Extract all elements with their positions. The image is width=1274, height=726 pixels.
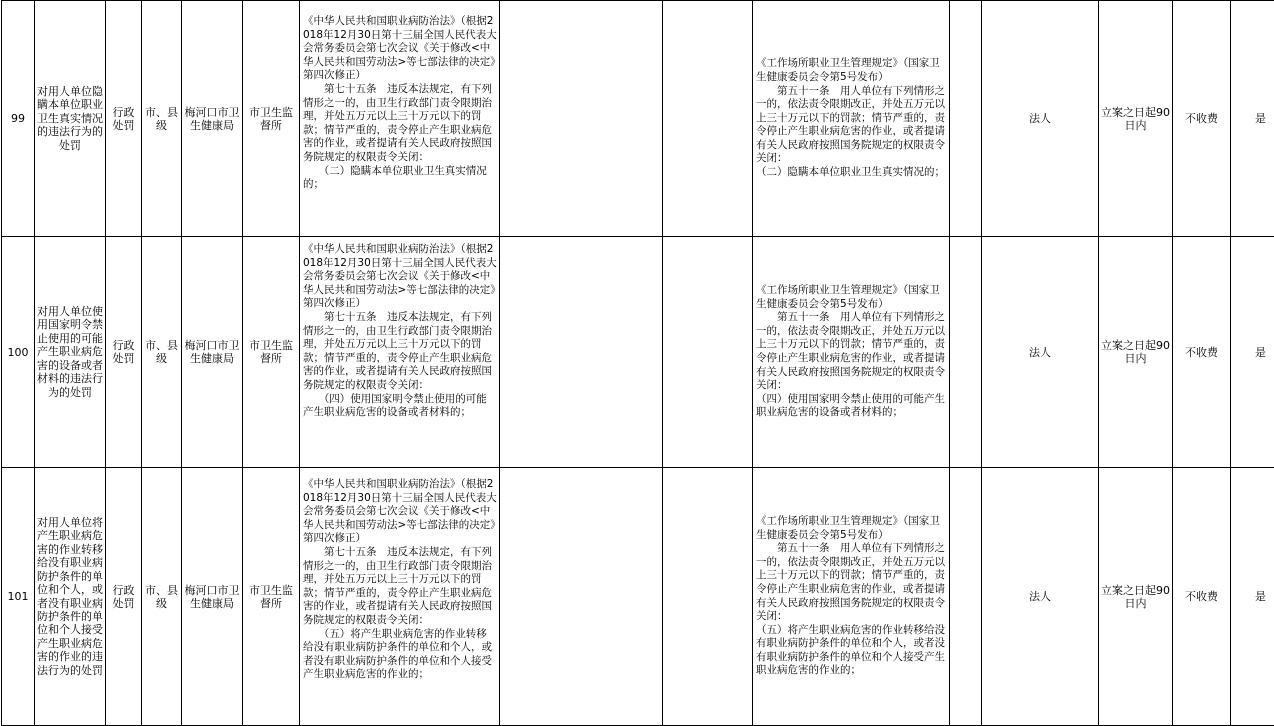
cell-unit[interactable]: 市卫生监督所 [243, 1, 300, 237]
cell-no[interactable]: 100 [2, 237, 35, 468]
cell-deadline[interactable]: 立案之日起90日内 [1099, 237, 1173, 468]
cell-regulation-basis[interactable]: 《工作场所职业卫生管理规定》（国家卫生健康委员会令第5号发布） 第五十一条 用人单位有下列情形之一的，依法责令限期改正，并处五万元以上三十万元以下的罚款；情节严重的，责令停止产生职业病危害的作业，或者提请有关人民政府按照国务院规定的权限责令关闭： （四）使用国家明令禁止使用的可能产生职业病危害的设备或者材料的； [753, 237, 950, 468]
table-row[interactable] [2, 1, 1274, 237]
cell-fee[interactable]: 不收费 [1173, 468, 1231, 726]
cell-deadline[interactable]: 立案之日起90日内 [1099, 468, 1173, 726]
cell-law-basis[interactable]: 《中华人民共和国职业病防治法》（根据2018年12月30日第十三届全国人民代表大会常务委员会第七次会议《关于修改<中华人民共和国劳动法>等七部法律的决定》第四次修正） 第七十五条 违反本法规定，有下列情形之一的，由卫生行政部门责令限期治理，并处五万元以上三十万元以下的罚款；情节严重的，责令停止产生职业病危害的作业，或者提请有关人民政府按照国务院规定的权限责令关闭： （四）使用国家明令禁止使用的可能产生职业病危害的设备或者材料的； [300, 237, 500, 468]
cell-flag[interactable]: 是 [1231, 1, 1274, 237]
cell-fee[interactable]: 不收费 [1173, 237, 1231, 468]
cell-department[interactable]: 梅河口市卫生健康局 [182, 237, 243, 468]
cell-target[interactable]: 法人 [982, 468, 1099, 726]
cell-target[interactable]: 法人 [982, 1, 1099, 237]
cell-flag[interactable]: 是 [1231, 237, 1274, 468]
cell-empty[interactable] [663, 1, 753, 237]
cell-empty[interactable] [500, 1, 663, 237]
cell-level[interactable]: 市、县级 [142, 237, 182, 468]
cell-no[interactable]: 101 [2, 468, 35, 726]
cell-law-basis[interactable]: 《中华人民共和国职业病防治法》（根据2018年12月30日第十三届全国人民代表大会常务委员会第七次会议《关于修改<中华人民共和国劳动法>等七部法律的决定》第四次修正） 第七十五条 违反本法规定，有下列情形之一的，由卫生行政部门责令限期治理，并处五万元以上三十万元以下的罚款；情节严重的，责令停止产生职业病危害的作业，或者提请有关人民政府按照国务院规定的权限责令关闭： （二）隐瞒本单位职业卫生真实情况的； [300, 1, 500, 237]
cell-level[interactable]: 市、县级 [142, 1, 182, 237]
cell-empty[interactable] [663, 468, 753, 726]
regulation-table [1, 0, 1274, 726]
cell-regulation-basis[interactable]: 《工作场所职业卫生管理规定》（国家卫生健康委员会令第5号发布） 第五十一条 用人单位有下列情形之一的，依法责令限期改正，并处五万元以上三十万元以下的罚款；情节严重的，责令停止产生职业病危害的作业，或者提请有关人民政府按照国务院规定的权限责令关闭： （五）将产生职业病危害的作业转移给没有职业病防护条件的单位和个人，或者没有职业病防护条件的单位和个人接受产生职业病危害的作业的； [753, 468, 950, 726]
cell-unit[interactable]: 市卫生监督所 [243, 468, 300, 726]
cell-type[interactable]: 行政处罚 [106, 468, 142, 726]
cell-department[interactable]: 梅河口市卫生健康局 [182, 1, 243, 237]
cell-empty[interactable] [950, 237, 982, 468]
cell-target[interactable]: 法人 [982, 237, 1099, 468]
cell-empty[interactable] [950, 1, 982, 237]
cell-type[interactable]: 行政处罚 [106, 1, 142, 237]
cell-department[interactable]: 梅河口市卫生健康局 [182, 468, 243, 726]
cell-no[interactable]: 99 [2, 1, 35, 237]
cell-empty[interactable] [500, 237, 663, 468]
cell-empty[interactable] [950, 468, 982, 726]
cell-deadline[interactable]: 立案之日起90日内 [1099, 1, 1173, 237]
cell-flag[interactable]: 是 [1231, 468, 1274, 726]
cell-empty[interactable] [500, 468, 663, 726]
cell-item-name[interactable]: 对用人单位使用国家明令禁止使用的可能产生职业病危害的设备或者材料的违法行为的处罚 [35, 237, 106, 468]
cell-fee[interactable]: 不收费 [1173, 1, 1231, 237]
table-row[interactable] [2, 468, 1274, 726]
cell-unit[interactable]: 市卫生监督所 [243, 237, 300, 468]
cell-type[interactable]: 行政处罚 [106, 237, 142, 468]
cell-empty[interactable] [663, 237, 753, 468]
cell-item-name[interactable]: 对用人单位将产生职业病危害的作业转移给没有职业病防护条件的单位和个人，或者没有职业病防护条件的单位和个人接受产生职业病危害的作业的违法行为的处罚 [35, 468, 106, 726]
cell-regulation-basis[interactable]: 《工作场所职业卫生管理规定》（国家卫生健康委员会令第5号发布） 第五十一条 用人单位有下列情形之一的，依法责令限期改正，并处五万元以上三十万元以下的罚款；情节严重的，责令停止产生职业病危害的作业，或者提请有关人民政府按照国务院规定的权限责令关闭： （二）隐瞒本单位职业卫生真实情况的； [753, 1, 950, 237]
cell-level[interactable]: 市、县级 [142, 468, 182, 726]
table-row[interactable] [2, 237, 1274, 468]
cell-law-basis[interactable]: 《中华人民共和国职业病防治法》（根据2018年12月30日第十三届全国人民代表大会常务委员会第七次会议《关于修改<中华人民共和国劳动法>等七部法律的决定》第四次修正） 第七十五条 违反本法规定，有下列情形之一的，由卫生行政部门责令限期治理，并处五万元以上三十万元以下的罚款；情节严重的，责令停止产生职业病危害的作业，或者提请有关人民政府按照国务院规定的权限责令关闭： （五）将产生职业病危害的作业转移给没有职业病防护条件的单位和个人，或者没有职业病防护条件的单位和个人接受产生职业病危害的作业的； [300, 468, 500, 726]
cell-item-name[interactable]: 对用人单位隐瞒本单位职业卫生真实情况的违法行为的处罚 [35, 1, 106, 237]
